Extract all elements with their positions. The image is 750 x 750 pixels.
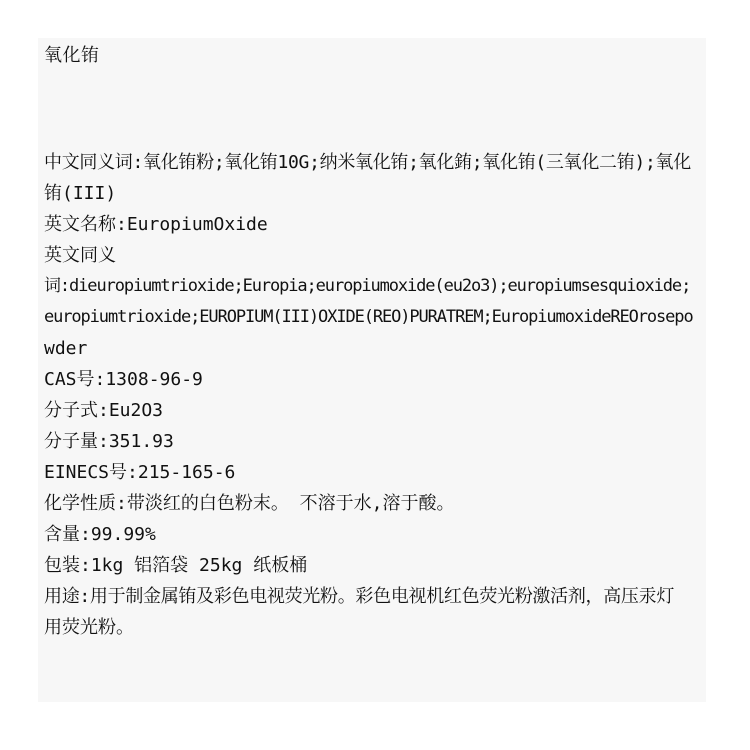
cas-number-line: CAS号:1308-96-9 (44, 369, 203, 390)
einecs-number-line: EINECS号:215-165-6 (44, 462, 236, 483)
product-title: 氧化铕 (44, 45, 100, 66)
english-synonyms-line-2: europiumtrioxide;EUROPIUM(III)OXIDE(REO)PURATREM;EuropiumoxideREOrosepo (44, 307, 693, 327)
molecular-weight-line: 分子量:351.93 (44, 431, 174, 452)
english-synonyms-label-line: 英文同义 (44, 245, 116, 266)
english-synonyms-line-1: 词:dieuropiumtrioxide;Europia;europiumoxide(eu2o3);europiumsesquioxide; (44, 276, 691, 296)
packaging-line: 包装:1kg 铝箔袋 25kg 纸板桶 (44, 555, 308, 576)
synonyms-cn-line-2: 铕(III) (44, 183, 117, 204)
usage-line-1: 用途:用于制金属铕及彩色电视荧光粉。彩色电视机红色荧光粉激活剂，高压汞灯 (44, 586, 675, 607)
usage-line-2: 用荧光粉。 (44, 617, 134, 638)
product-description (44, 147, 708, 643)
english-name-line: 英文名称:EuropiumOxide (44, 214, 268, 235)
purity-line: 含量:99.99% (44, 524, 156, 545)
chemical-properties-line: 化学性质:带淡红的白色粉末。 不溶于水,溶于酸。 (44, 493, 455, 514)
english-synonyms-line-3: wder (44, 338, 88, 359)
synonyms-cn-line-1: 中文同义词:氧化铕粉;氧化铕10G;纳米氧化铕;氧化銪;氧化铕(三氧化二铕);氧化 (44, 152, 691, 173)
molecular-formula-line: 分子式:Eu2O3 (44, 400, 164, 421)
